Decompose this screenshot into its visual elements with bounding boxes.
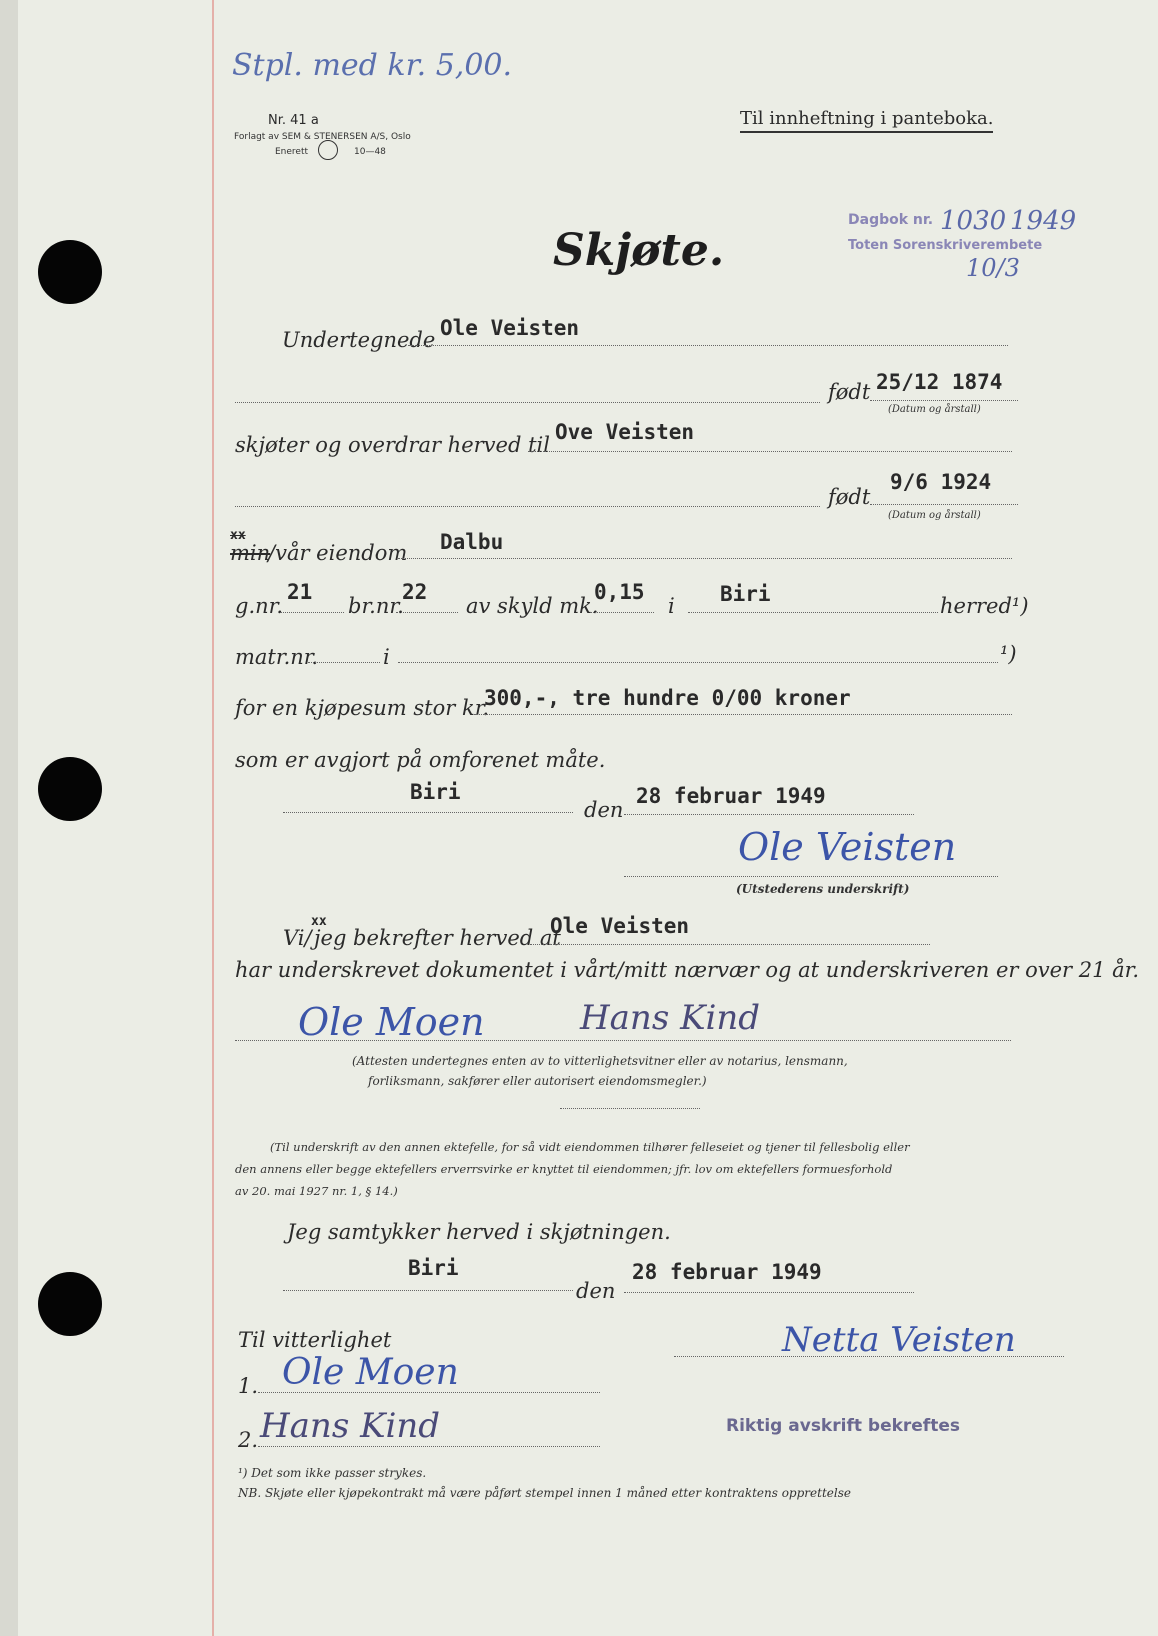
datum-label-2: (Datum og årstall) bbox=[888, 510, 981, 521]
form-number: Nr. 41 a bbox=[268, 113, 319, 128]
price-line bbox=[474, 714, 1012, 715]
blank-line-1 bbox=[235, 402, 820, 403]
fodt-label-1: født bbox=[828, 380, 871, 404]
footnote-1: ¹) Det som ikke passer strykes. bbox=[238, 1466, 427, 1480]
seller-name: Ole Veisten bbox=[440, 316, 580, 340]
til-vitterlighet-label: Til vitterlighet bbox=[238, 1328, 392, 1352]
witness-2-number: 2. bbox=[238, 1428, 259, 1452]
date-value: 28 februar 1949 bbox=[636, 784, 826, 808]
date-line bbox=[624, 814, 914, 815]
bottom-stamp: Riktig avskrift bekreftes bbox=[726, 1416, 960, 1436]
consent-text: Jeg samtykker herved i skjøtningen. bbox=[287, 1220, 671, 1244]
vi-prefix: Vi/ bbox=[283, 926, 312, 950]
buyer-name: Ove Veisten bbox=[555, 420, 695, 444]
matr-label: matr.nr. bbox=[235, 645, 319, 669]
eiendom-strike: min bbox=[230, 541, 271, 565]
property-name: Dalbu bbox=[440, 530, 504, 554]
witness-note-2: forliksmann, sakfører eller autorisert eiendomsmegler.) bbox=[368, 1074, 707, 1088]
price-label: for en kjøpesum stor kr. bbox=[235, 696, 490, 720]
witness-signer: Ole Veisten bbox=[550, 914, 690, 938]
matr-i-label: i bbox=[383, 645, 390, 669]
place-line bbox=[283, 812, 573, 813]
witness-signature-line bbox=[235, 1040, 1011, 1041]
seller-name-line bbox=[408, 345, 1008, 346]
punch-hole-bottom bbox=[38, 1272, 102, 1336]
margin-line bbox=[212, 0, 214, 1636]
spouse-note-2: den annens eller begge ektefellers erverrsvirke er knyttet til eiendommen; jfr. lov om ektefellers formuesforhold bbox=[235, 1162, 893, 1176]
matr-herred-line bbox=[398, 662, 998, 663]
seller-signature: Ole Veisten bbox=[738, 825, 957, 869]
witness-extra-line bbox=[560, 1108, 700, 1109]
vi-xx: xx bbox=[311, 914, 327, 929]
consent-place: Biri bbox=[408, 1256, 459, 1280]
eiendom-xx: xx bbox=[230, 528, 246, 543]
herred-name: Biri bbox=[720, 582, 771, 606]
spouse-signature-line bbox=[674, 1356, 1064, 1357]
gnr-line bbox=[280, 612, 344, 613]
spouse-signature: Netta Veisten bbox=[782, 1320, 1016, 1360]
witness-signer-line bbox=[530, 944, 930, 945]
den-label-2: den bbox=[576, 1279, 616, 1303]
transfer-label: skjøter og overdrar herved til bbox=[235, 433, 550, 457]
stamp-date: 10/3 bbox=[966, 254, 1020, 282]
witness-2-line bbox=[258, 1446, 600, 1447]
witness-note-1: (Attesten undertegnes enten av to vitterlighetsvitner eller av notarius, lensmann, bbox=[352, 1054, 848, 1068]
herred-line bbox=[688, 612, 938, 613]
spouse-note-1: (Til underskrift av den annen ektefelle, for så vidt eiendommen tilhører felleseiet og tjener til fellesbolig eller bbox=[270, 1140, 910, 1154]
seller-signature-line bbox=[624, 876, 998, 877]
datum-label-1: (Datum og årstall) bbox=[888, 404, 981, 415]
seller-born: 25/12 1874 bbox=[876, 370, 1003, 394]
witness-confirm: har underskrevet dokumentet i vårt/mitt nærvær og at underskriveren er over 21 år. bbox=[235, 958, 1140, 982]
witness-1-number: 1. bbox=[238, 1374, 259, 1398]
eiendom-label: /vår eiendom bbox=[268, 541, 408, 565]
buyer-born-line bbox=[870, 504, 1018, 505]
den-label-1: den bbox=[584, 798, 624, 822]
top-right-title: Til innheftning i panteboka. bbox=[740, 108, 993, 133]
spouse-note-3: av 20. mai 1927 nr. 1, § 14.) bbox=[235, 1184, 398, 1198]
place-value: Biri bbox=[410, 780, 461, 804]
bnr-line bbox=[396, 612, 458, 613]
property-line bbox=[398, 558, 1012, 559]
stamp-number: 1030 bbox=[940, 206, 1007, 236]
publisher-logo bbox=[318, 140, 338, 160]
seller-signature-label: (Utstederens underskrift) bbox=[736, 882, 910, 896]
enerett-label: Enerett bbox=[275, 147, 309, 157]
herred-label: herred¹) bbox=[940, 594, 1029, 618]
matr-line bbox=[308, 662, 380, 663]
fodt-label-2: født bbox=[828, 485, 871, 509]
matr-end-label: ¹) bbox=[1000, 642, 1017, 666]
pencil-note: Stpl. med kr. 5,00. bbox=[232, 48, 513, 83]
witness-1-line bbox=[258, 1392, 600, 1393]
witness-jeg-text: jeg bekrefter herved at bbox=[314, 926, 561, 950]
witness-1-signature: Ole Moen bbox=[282, 1352, 459, 1393]
stamp-year: 1949 bbox=[1010, 206, 1077, 236]
i-label: i bbox=[668, 594, 675, 618]
buyer-born: 9/6 1924 bbox=[890, 470, 992, 494]
footnote-nb: NB. Skjøte eller kjøpekontrakt må være påført stempel innen 1 måned etter kontraktens opprettelse bbox=[238, 1486, 851, 1500]
price-value: 300,-, tre hundre 0/00 kroner bbox=[484, 686, 851, 710]
stamp-dagbok-label: Dagbok nr. bbox=[848, 212, 934, 228]
blank-line-2 bbox=[235, 506, 820, 507]
consent-date: 28 februar 1949 bbox=[632, 1260, 822, 1284]
seller-born-line bbox=[870, 400, 1018, 401]
skyld-label: av skyld mk. bbox=[466, 594, 599, 618]
bnr-label: br.nr. bbox=[348, 594, 404, 618]
gnr-value: 21 bbox=[287, 580, 313, 604]
punch-hole-middle bbox=[38, 757, 102, 821]
settled-text: som er avgjort på omforenet måte. bbox=[235, 748, 606, 772]
bnr-value: 22 bbox=[402, 580, 428, 604]
stamp-office: Toten Sorenskriverembete bbox=[848, 238, 1043, 253]
scan-edge bbox=[0, 0, 18, 1636]
consent-date-line bbox=[624, 1292, 914, 1293]
publisher-line: Forlagt av SEM & STENERSEN A/S, Oslo bbox=[234, 132, 411, 142]
undertegnede-label: Undertegnede bbox=[282, 328, 436, 352]
edition: 10—48 bbox=[354, 147, 386, 157]
witness-signature-2: Hans Kind bbox=[580, 998, 761, 1038]
consent-place-line bbox=[283, 1290, 573, 1291]
buyer-name-line bbox=[528, 451, 1012, 452]
witness-signature-1: Ole Moen bbox=[298, 1000, 485, 1044]
skyld-line bbox=[590, 612, 654, 613]
document-title: Skjøte. bbox=[553, 225, 725, 276]
punch-hole-top bbox=[38, 240, 102, 304]
skyld-value: 0,15 bbox=[594, 580, 645, 604]
witness-2-signature: Hans Kind bbox=[260, 1406, 441, 1446]
gnr-label: g.nr. bbox=[235, 594, 284, 618]
